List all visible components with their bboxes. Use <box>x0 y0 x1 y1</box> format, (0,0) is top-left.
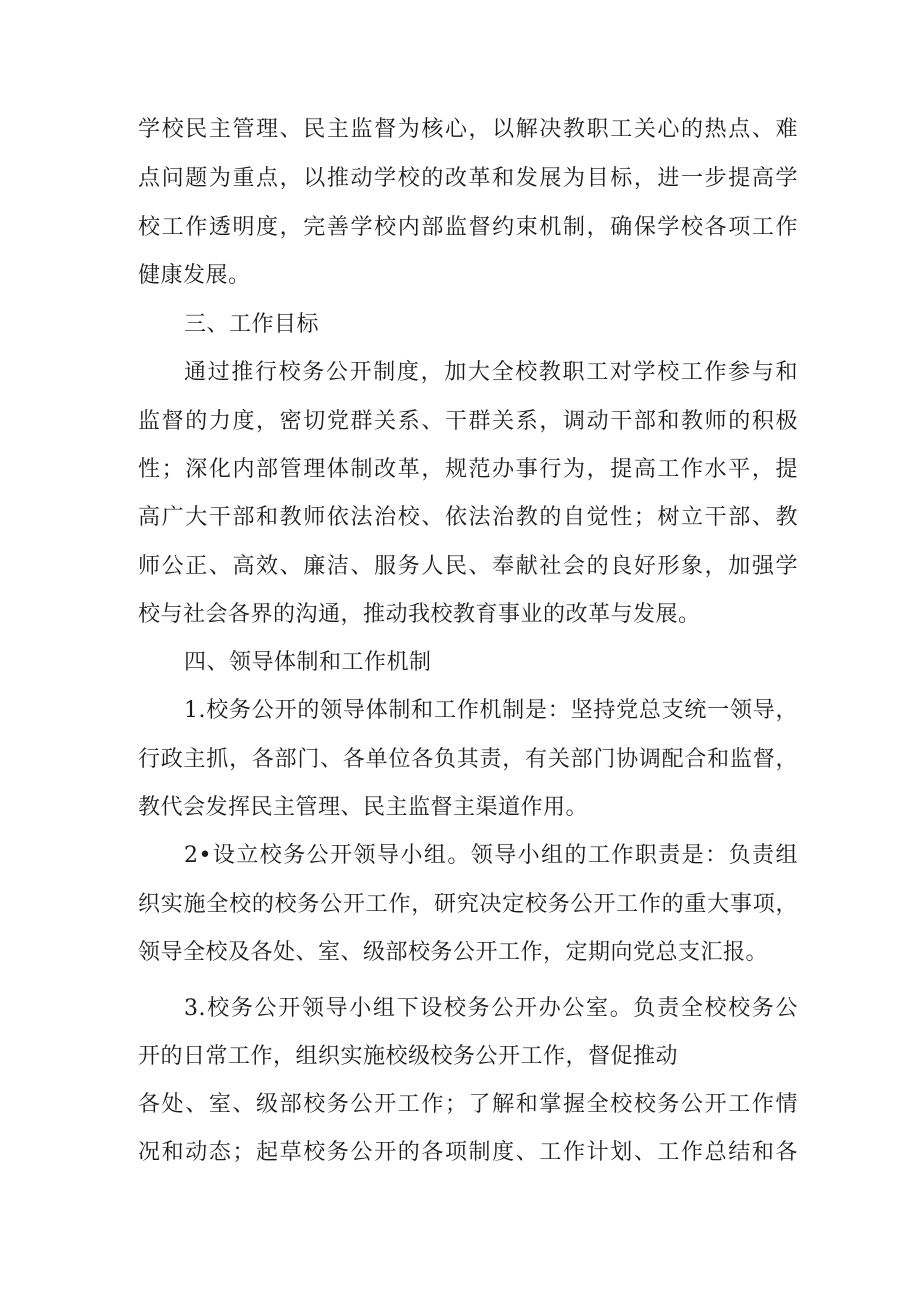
paragraph-line: 师公正、高效、廉洁、服务人民、奉献社会的良好形象，加强学 <box>138 554 798 579</box>
paragraph-line: 教代会发挥民主管理、民主监督主渠道作用。 <box>138 795 589 820</box>
paragraph-line: 性；深化内部管理体制改革，规范办事行为，提高工作水平，提 <box>138 457 798 482</box>
paragraph-line: 2•设立校务公开领导小组。领导小组的工作职责是：负责组 <box>184 843 798 868</box>
paragraph-line: 高广大干部和教师依法治校、依法治教的自觉性；树立干部、教 <box>138 505 798 530</box>
section-heading: 三、工作目标 <box>184 312 320 337</box>
section-heading: 四、领导体制和工作机制 <box>184 650 432 675</box>
paragraph-line: 行政主抓，各部门、各单位各负其责，有关部门协调配合和监督， <box>138 747 798 772</box>
paragraph-line: 1.校务公开的领导体制和工作机制是：坚持党总支统一领导， <box>184 698 798 723</box>
paragraph-line: 健康发展。 <box>138 263 251 288</box>
paragraph-line: 开的日常工作，组织实施校级校务公开工作，督促推动 <box>138 1044 679 1069</box>
paragraph-line: 3.校务公开领导小组下设校务公开办公室。负责全校校务公 <box>184 996 798 1021</box>
paragraph-line: 点问题为重点，以推动学校的改革和发展为目标，进一步提高学 <box>138 166 798 191</box>
paragraph-line: 各处、室、级部校务公开工作；了解和掌握全校校务公开工作情 <box>138 1092 798 1117</box>
paragraph-line: 校与社会各界的沟通，推动我校教育事业的改革与发展。 <box>138 602 701 627</box>
paragraph-line: 织实施全校的校务公开工作，研究决定校务公开工作的重大事项， <box>138 892 798 917</box>
paragraph-line: 况和动态；起草校务公开的各项制度、工作计划、工作总结和各 <box>138 1140 798 1165</box>
paragraph-line: 领导全校及各处、室、级部校务公开工作，定期向党总支汇报。 <box>138 940 769 965</box>
paragraph-line: 校工作透明度，完善学校内部监督约束机制，确保学校各项工作 <box>138 215 798 240</box>
paragraph-line: 学校民主管理、民主监督为核心，以解决教职工关心的热点、难 <box>138 117 798 142</box>
paragraph-line: 监督的力度，密切党群关系、干群关系，调动干部和教师的积极 <box>138 409 798 434</box>
paragraph-line: 通过推行校务公开制度，加大全校教职工对学校工作参与和 <box>184 360 798 385</box>
